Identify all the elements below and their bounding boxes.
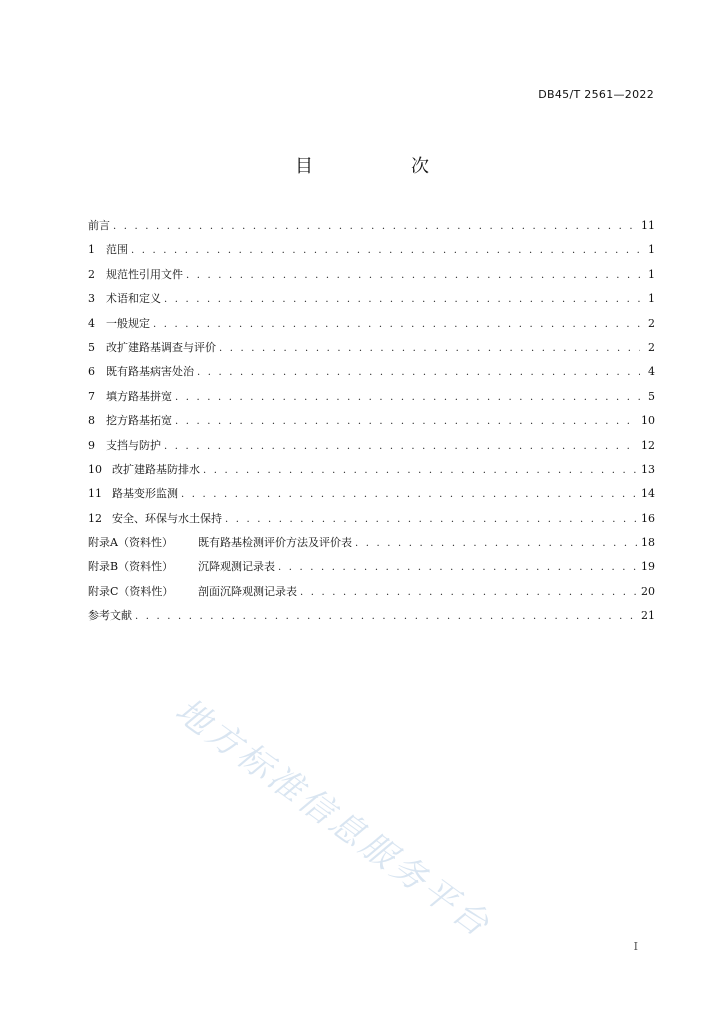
toc-entry-title: 支挡与防护 (106, 438, 161, 452)
toc-entry[interactable] (88, 409, 655, 433)
page-title: 目 次 (295, 156, 469, 177)
toc-entry-page: 21 (641, 609, 655, 623)
dot-leader (355, 532, 638, 556)
toc-entry-page: 12 (641, 438, 655, 452)
toc-entry-page: 14 (641, 487, 655, 501)
dot-leader (181, 483, 638, 507)
dot-leader (175, 386, 640, 410)
toc-entry-page: 1 (648, 267, 655, 281)
dot-leader (131, 239, 640, 263)
toc-entry-page: 2 (648, 316, 655, 330)
toc-entry-title: 参考文献 (88, 609, 132, 623)
toc-entry-title: 路基变形监测 (112, 487, 178, 501)
toc-entry-page: 2 (648, 340, 655, 354)
toc-entry-number: 12 (88, 511, 102, 525)
toc-entry-number: 5 (88, 340, 95, 354)
table-of-contents (88, 214, 655, 629)
toc-entry-page: 10 (641, 414, 655, 428)
toc-entry-number: 附录B（资料性） (88, 560, 174, 574)
toc-entry[interactable] (88, 580, 655, 604)
toc-entry-page: 19 (641, 560, 655, 574)
dot-leader (113, 215, 638, 239)
toc-entry-number: 4 (88, 316, 95, 330)
page-number: I (633, 940, 638, 953)
toc-entry[interactable] (88, 531, 655, 555)
toc-entry-title: 一般规定 (106, 316, 150, 330)
toc-entry[interactable] (88, 434, 655, 458)
dot-leader (197, 361, 640, 385)
toc-entry-title: 既有路基检测评价方法及评价表 (198, 536, 352, 550)
toc-entry-title: 挖方路基拓宽 (106, 414, 172, 428)
toc-entry-number: 附录C（资料性） (88, 584, 174, 598)
dot-leader (219, 337, 640, 361)
toc-entry-number: 9 (88, 438, 95, 452)
toc-entry-page: 18 (641, 536, 655, 550)
toc-entry[interactable] (88, 385, 655, 409)
toc-entry-title: 改扩建路基调查与评价 (106, 340, 216, 354)
toc-entry-title: 填方路基拼宽 (106, 389, 172, 403)
toc-entry[interactable] (88, 287, 655, 311)
dot-leader (164, 435, 638, 459)
dot-leader (300, 581, 638, 605)
dot-leader (164, 288, 640, 312)
toc-entry-number: 3 (88, 292, 95, 306)
dot-leader (153, 313, 640, 337)
toc-entry-title: 范围 (106, 243, 128, 257)
toc-entry-title: 规范性引用文件 (106, 267, 183, 281)
toc-entry-number: 1 (88, 243, 95, 257)
toc-entry-page: 11 (641, 219, 655, 232)
toc-entry[interactable] (88, 360, 655, 384)
toc-entry-page: 5 (648, 389, 655, 403)
toc-entry-page: 16 (641, 511, 655, 525)
toc-entry-number: 11 (88, 487, 102, 501)
toc-entry[interactable] (88, 336, 655, 360)
toc-entry[interactable] (88, 482, 655, 506)
toc-entry-number: 2 (88, 267, 95, 281)
toc-entry-number: 7 (88, 389, 95, 403)
toc-entry-title: 前言 (88, 219, 110, 232)
toc-entry-page: 20 (641, 584, 655, 598)
dot-leader (203, 459, 638, 483)
toc-entry-title: 剖面沉降观测记录表 (198, 584, 297, 598)
toc-entry[interactable] (88, 214, 655, 238)
toc-entry-page: 1 (648, 292, 655, 306)
dot-leader (175, 410, 638, 434)
toc-entry[interactable] (88, 238, 655, 262)
toc-entry-page: 1 (648, 243, 655, 257)
toc-entry[interactable] (88, 458, 655, 482)
toc-entry-number: 6 (88, 365, 95, 379)
toc-entry-title: 安全、环保与水土保持 (112, 511, 222, 525)
dot-leader (135, 605, 638, 629)
toc-entry-title: 沉降观测记录表 (198, 560, 275, 574)
toc-entry[interactable] (88, 507, 655, 531)
standard-code: DB45/T 2561—2022 (538, 88, 654, 101)
dot-leader (225, 508, 638, 532)
watermark: 地方标准信息服务平台 (167, 690, 499, 947)
toc-entry[interactable] (88, 604, 655, 628)
toc-entry[interactable] (88, 263, 655, 287)
dot-leader (186, 264, 640, 288)
toc-entry-page: 4 (648, 365, 655, 379)
toc-entry[interactable] (88, 555, 655, 579)
dot-leader (278, 556, 638, 580)
toc-entry-number: 附录A（资料性） (88, 536, 173, 550)
toc-entry-number: 10 (88, 462, 102, 476)
toc-entry-title: 既有路基病害处治 (106, 365, 194, 379)
toc-entry-title: 改扩建路基防排水 (112, 462, 200, 476)
toc-entry-page: 13 (641, 462, 655, 476)
toc-entry-title: 术语和定义 (106, 292, 161, 306)
toc-entry-number: 8 (88, 414, 95, 428)
toc-entry[interactable] (88, 312, 655, 336)
